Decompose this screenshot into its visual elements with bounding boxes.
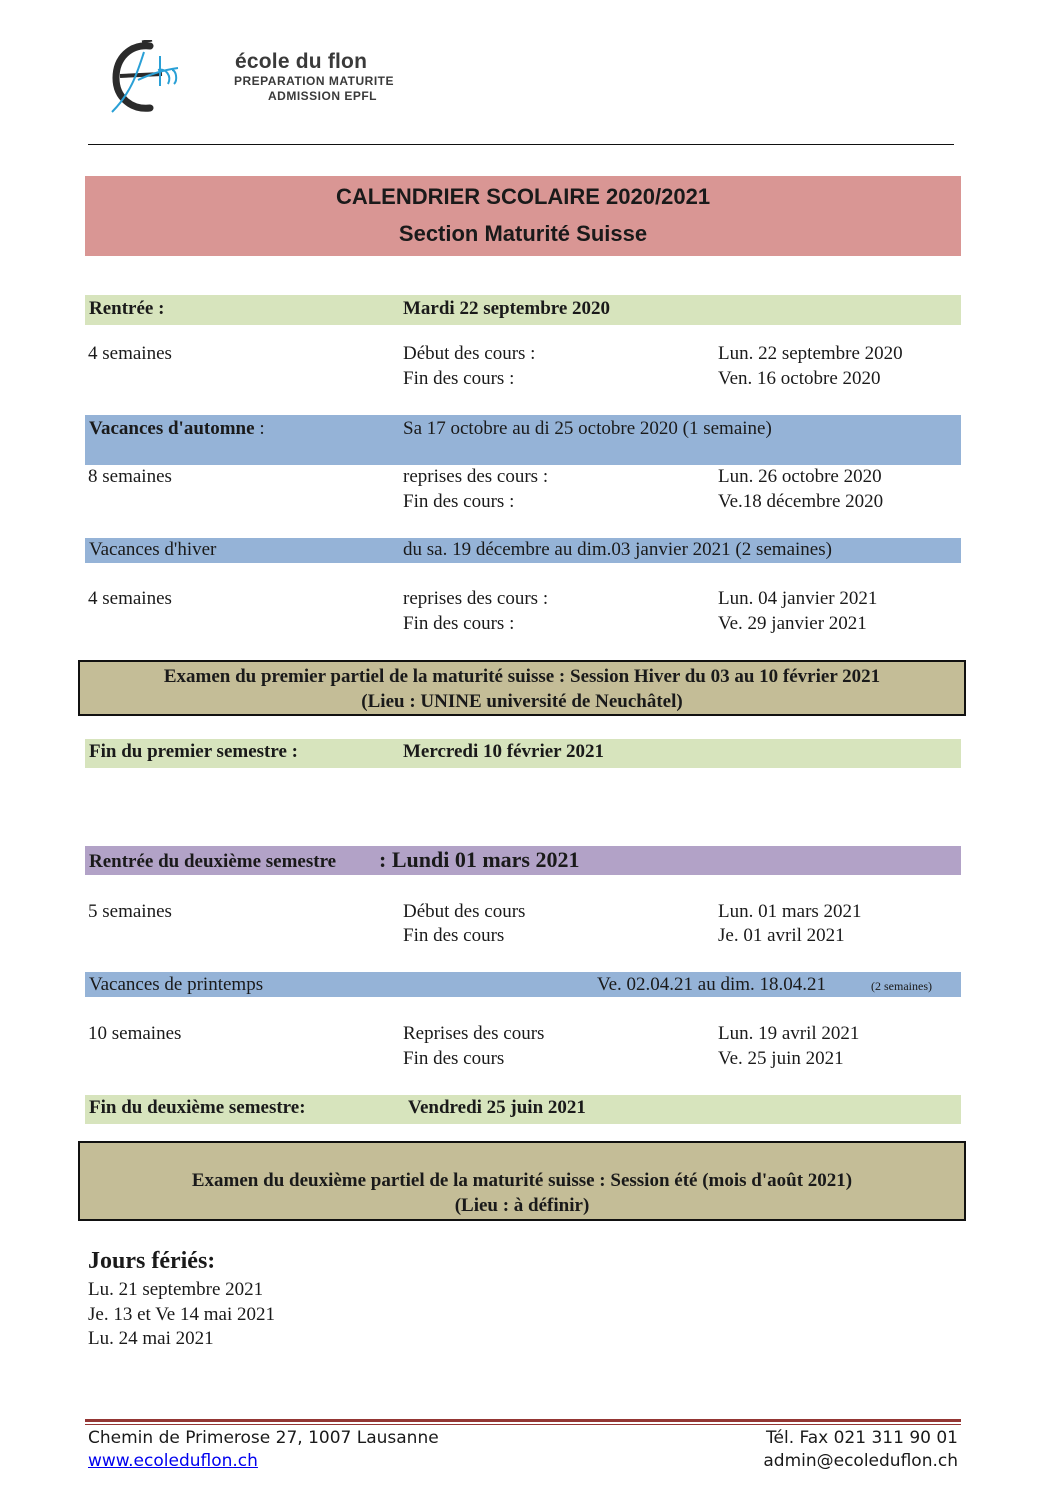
school-subtitle-2: ADMISSION EPFL (268, 89, 378, 103)
rentree-band (85, 295, 961, 325)
period-duration: 4 semaines (88, 588, 172, 609)
holiday-item: Lu. 21 septembre 2021 (88, 1279, 264, 1300)
rentree-2-label: Rentrée du deuxième semestre (89, 851, 337, 872)
spring-holiday-band (85, 972, 961, 997)
end-date: Ven. 16 octobre 2020 (718, 368, 881, 389)
autumn-holiday-label: Vacances d'automne (89, 418, 255, 439)
end-label: Fin des cours : (403, 368, 515, 389)
exam-1-box (78, 660, 966, 716)
page-title: CALENDRIER SCOLAIRE 2020/2021 (335, 184, 711, 209)
header-divider (88, 144, 954, 145)
end-label: Fin des cours (403, 925, 505, 946)
end-date: Je. 01 avril 2021 (718, 925, 845, 946)
footer-website-link[interactable]: www.ecoleduflon.ch (88, 1451, 258, 1471)
spring-holiday-value: Ve. 02.04.21 au dim. 18.04.21 (597, 974, 827, 995)
exam-2-location: (Lieu : à définir) (454, 1195, 590, 1216)
rentree-label: Rentrée : (89, 298, 165, 319)
holidays-title: Jours fériés: (88, 1248, 216, 1274)
exam-2-box (78, 1141, 966, 1221)
end-date: Ve. 29 janvier 2021 (718, 613, 867, 634)
rentree-2-band (85, 846, 961, 875)
winter-holiday-value: du sa. 19 décembre au dim.03 janvier 2021 (2 semaines) (403, 539, 832, 560)
exam-1-location: (Lieu : UNINE université de Neuchâtel) (361, 691, 683, 712)
spring-holiday-label: Vacances de printemps (89, 974, 264, 995)
footer-email: admin@ecoleduflon.ch (763, 1451, 958, 1471)
end-semester-1-value: Mercredi 10 février 2021 (403, 741, 605, 762)
rentree-value: Mardi 22 septembre 2020 (403, 298, 611, 319)
start-date: Lun. 19 avril 2021 (718, 1023, 860, 1044)
school-subtitle-1: PREPARATION MATURITE (234, 74, 394, 88)
school-logo (102, 40, 190, 118)
autumn-holiday-band (85, 415, 961, 465)
rentree-2-value: : Lundi 01 mars 2021 (379, 847, 580, 872)
start-date: Lun. 01 mars 2021 (718, 901, 862, 922)
end-label: Fin des cours : (403, 613, 515, 634)
start-label: reprises des cours : (403, 466, 549, 487)
end-date: Ve.18 décembre 2020 (718, 491, 884, 512)
winter-holiday-label: Vacances d'hiver (89, 539, 217, 560)
page-subtitle: Section Maturité Suisse (398, 221, 648, 246)
autumn-holiday-value: Sa 17 octobre au di 25 octobre 2020 (1 semaine) (403, 418, 772, 439)
end-semester-2-value: Vendredi 25 juin 2021 (408, 1097, 586, 1118)
start-date: Lun. 22 septembre 2020 (718, 343, 903, 364)
holiday-item: Je. 13 et Ve 14 mai 2021 (88, 1304, 275, 1325)
end-semester-1-band (85, 739, 961, 768)
period-duration: 4 semaines (88, 343, 172, 364)
start-date: Lun. 26 octobre 2020 (718, 466, 882, 487)
start-label: reprises des cours : (403, 588, 549, 609)
autumn-holiday-colon: : (254, 418, 265, 439)
period-duration: 8 semaines (88, 466, 172, 487)
school-name: école du flon (235, 50, 368, 73)
spring-holiday-note: (2 semaines) (871, 979, 932, 993)
end-label: Fin des cours (403, 1048, 505, 1069)
exam-1-title: Examen du premier partiel de la maturité suisse : Session Hiver du 03 au 10 février 2021 (163, 666, 881, 687)
holiday-item: Lu. 24 mai 2021 (88, 1328, 214, 1349)
start-label: Début des cours : (403, 343, 536, 364)
period-duration: 10 semaines (88, 1023, 182, 1044)
exam-2-title: Examen du deuxième partiel de la maturité suisse : Session été (mois d'août 2021) (191, 1170, 853, 1191)
start-label: Début des cours (403, 901, 526, 922)
winter-holiday-band (85, 538, 961, 563)
end-semester-2-label: Fin du deuxième semestre: (89, 1097, 306, 1118)
footer-phone: Tél. Fax 021 311 90 01 (766, 1428, 958, 1448)
end-semester-2-band (85, 1095, 961, 1124)
footer-address: Chemin de Primerose 27, 1007 Lausanne (88, 1428, 439, 1448)
end-semester-1-label: Fin du premier semestre : (89, 741, 298, 762)
start-label: Reprises des cours (403, 1023, 545, 1044)
footer-rule (85, 1419, 961, 1422)
end-date: Ve. 25 juin 2021 (718, 1048, 844, 1069)
footer-rule-thin (85, 1424, 961, 1425)
end-label: Fin des cours : (403, 491, 515, 512)
title-banner (85, 176, 961, 256)
start-date: Lun. 04 janvier 2021 (718, 588, 878, 609)
period-duration: 5 semaines (88, 901, 172, 922)
